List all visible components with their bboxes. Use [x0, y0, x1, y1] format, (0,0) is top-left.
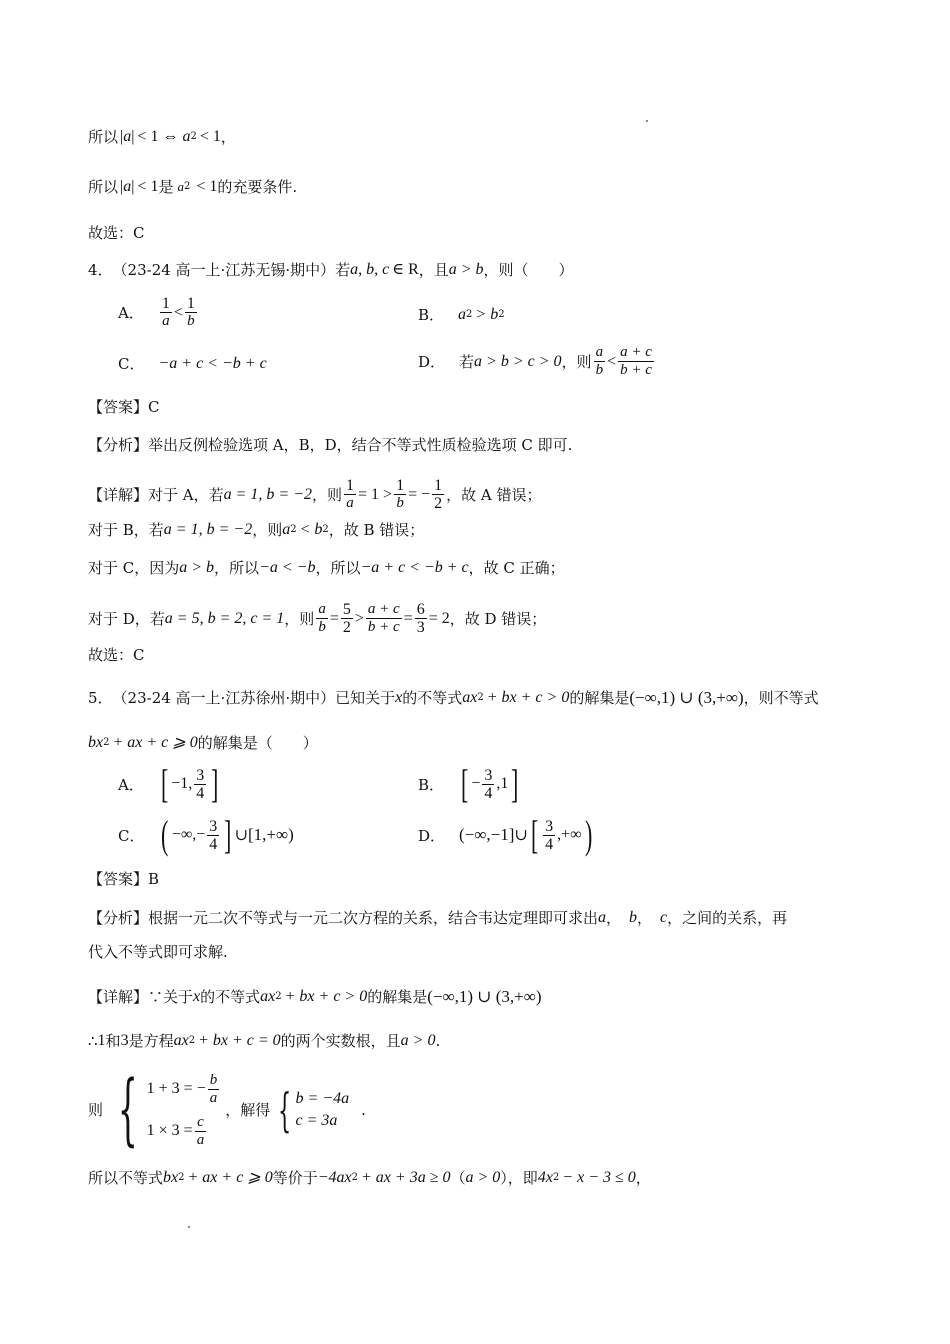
text: .: [361, 1101, 366, 1119]
math: a: [177, 179, 184, 194]
math: a, b, c: [350, 261, 390, 278]
option-label: A．: [118, 775, 144, 794]
text: （23-24 高一上·江苏无锡·期中）若: [112, 261, 351, 279]
option-label: A．: [118, 304, 144, 322]
math: 1 × 3 =: [146, 1122, 193, 1139]
bracket: ]: [511, 761, 519, 806]
conclusion-line-2: 所以 | a | < 1 是 a 2 < 1 的充要条件.: [88, 178, 298, 196]
bracket: ]: [224, 812, 232, 857]
text: 的两个实数根，且: [280, 1032, 401, 1050]
math: b = −4a: [295, 1090, 350, 1107]
math: a: [123, 178, 132, 195]
fraction: $\frac{3}{4}$: [545, 817, 554, 853]
math: −1,: [171, 775, 193, 792]
text: ，: [637, 909, 653, 927]
text: ，: [635, 1169, 651, 1187]
conclusion-line-1: 所以 | a | < 1 ⇔ a 2 < 1 ，: [88, 128, 236, 146]
math: =: [403, 609, 413, 627]
text: 的解集是: [569, 689, 630, 707]
text: ∴: [88, 1032, 98, 1050]
option-label: B．: [418, 775, 445, 794]
text: ，故 C 正确；: [468, 559, 565, 577]
text: （23-24 高一上·江苏徐州·期中）已知关于: [112, 689, 396, 707]
math: bx: [88, 734, 104, 751]
math: + bx + c > 0: [486, 689, 570, 706]
fraction: $\frac{a + c}{b + c}$: [620, 344, 652, 378]
q5-detail-1: 【详解】∵关于 x 的不等式 ax 2 + bx + c > 0 的解集是 (−∞,1) ∪ (3,+∞): [88, 987, 542, 1006]
q5-option-a[interactable]: [118, 761, 222, 806]
q5-equation-system: [88, 1066, 366, 1154]
text: 【分析】根据一元二次不等式与一元二次方程的关系，结合韦达定理即可求出: [88, 909, 599, 927]
bracket: [: [461, 761, 469, 806]
q4-analysis: 【分析】举出反例检验选项 A，B，D，结合不等式性质检验选项 C 即可.: [88, 436, 573, 454]
math: < 1: [137, 178, 159, 195]
math: [1,+∞): [248, 825, 294, 844]
text: ，所以: [214, 559, 260, 577]
math: < 1: [199, 128, 221, 145]
question-number: 5．: [88, 689, 113, 707]
math: c: [660, 909, 668, 926]
text: 对于 D，若: [88, 609, 165, 628]
text: ，故 D 错误；: [449, 609, 547, 628]
fraction: $\frac{1}{a}$: [161, 295, 170, 329]
math: + bx + c > 0: [284, 988, 368, 1005]
math: b: [629, 909, 638, 926]
q4-option-a[interactable]: [118, 295, 199, 330]
fraction: $\frac{1}{b}$: [396, 477, 405, 511]
text: ，之间的关系，再: [667, 909, 788, 927]
text: 是方程: [128, 1032, 174, 1050]
text: ，则: [561, 353, 592, 371]
math: a = 1, b = −2: [163, 521, 253, 538]
q5-option-c[interactable]: [118, 812, 294, 857]
fraction: $\frac{3}{4}$: [196, 766, 205, 802]
math: + ax + c ⩾ 0: [187, 1169, 273, 1186]
math: (−∞,1) ∪ (3,+∞): [427, 987, 542, 1006]
system-right: [270, 1083, 350, 1137]
fraction: $\frac{5}{2}$: [342, 601, 351, 636]
speck: [646, 120, 648, 122]
math: <: [173, 303, 183, 321]
fraction: $\frac{3}{4}$: [484, 766, 493, 802]
q5-detail-last: 所以不等式 bx 2 + ax + c ⩾ 0 等价于 −4ax 2 + ax + 3a ≥ 0 （ a > 0 ），即 4x 2 − x − 3 ≤ 0 ，: [88, 1169, 651, 1187]
text: （: [450, 1169, 466, 1187]
math: ∪: [514, 827, 528, 844]
text: ，: [220, 128, 236, 146]
math: ∈ R: [392, 261, 419, 278]
q4-detail-b: 对于 B，若 a = 1, b = −2 ，则 a 2 < b 2 ，故 B 错误；: [88, 521, 425, 539]
option-label: C．: [118, 826, 145, 845]
text: 所以: [88, 128, 119, 146]
q5-answer: 【答案】B: [88, 870, 160, 888]
math: (−∞,1) ∪ (3,+∞): [629, 688, 744, 707]
math: −a < −b: [259, 559, 316, 576]
math: −: [471, 775, 481, 792]
text: .: [435, 1032, 441, 1050]
math: + ax + 3a ≥ 0: [361, 1169, 451, 1186]
text: 的不等式: [402, 689, 463, 707]
math: a > 0: [400, 1032, 436, 1049]
text: 所以: [88, 178, 119, 196]
text: 和: [105, 1032, 121, 1050]
math: > b: [475, 305, 499, 323]
text: 所以不等式: [88, 1169, 164, 1187]
math: = −: [408, 485, 431, 503]
text: ，则不等式: [743, 689, 819, 707]
q4-option-c[interactable]: [118, 353, 267, 374]
math: a > b > c > 0: [474, 352, 562, 370]
text: 则: [88, 1101, 104, 1119]
fraction: $\frac{a + c}{b + c}$: [367, 601, 400, 635]
math: ax: [173, 1032, 189, 1049]
text: 【详解】对于 A，若: [88, 485, 224, 504]
q5-analysis-line-1: [88, 908, 787, 928]
math: a = 5, b = 2, c = 1: [164, 609, 285, 627]
system-left: [103, 1065, 221, 1155]
math: ,+∞: [557, 826, 582, 843]
text: 对于 C，因为: [88, 559, 180, 577]
bracket: ]: [211, 761, 219, 806]
option-label: D．: [418, 826, 446, 845]
math: a > b: [179, 559, 215, 576]
q5-stem: 5． （23-24 高一上·江苏徐州·期中）已知关于 x 的不等式 ax 2 + bx + c > 0 的解集是 (−∞,1) ∪ (3,+∞) ，则不等式: [88, 688, 819, 707]
math: < 1: [196, 178, 218, 195]
math: a: [282, 521, 291, 538]
math: −a + c < −b + c: [360, 559, 469, 576]
math: a: [123, 128, 132, 145]
math: < b: [299, 521, 323, 538]
text: ），即: [500, 1169, 538, 1187]
math: ,1: [496, 775, 509, 792]
math: + bx + c = 0: [198, 1032, 281, 1049]
fraction: $\frac{c}{a}$: [196, 1113, 205, 1148]
option-label: D．: [418, 353, 446, 371]
fraction: $\frac{3}{4}$: [209, 817, 218, 853]
q4-answer: 【答案】C: [88, 398, 160, 416]
text: 的充要条件.: [217, 178, 298, 196]
math: a: [182, 128, 191, 145]
choice-line: 故选：C: [88, 224, 145, 242]
math: ax: [462, 689, 478, 706]
math: =: [329, 609, 339, 627]
fraction: $\frac{b}{a}$: [209, 1071, 218, 1106]
text: 的不等式: [200, 988, 261, 1006]
math: x: [193, 988, 201, 1005]
math: c = 3a: [295, 1112, 338, 1129]
bracket: ): [584, 812, 592, 857]
fraction: $\frac{a}{b}$: [595, 344, 604, 378]
text: ，且: [418, 261, 449, 279]
text: ，解得: [225, 1101, 271, 1119]
text: ，则: [284, 609, 315, 628]
text: ，故 A 错误；: [446, 485, 542, 504]
math: −∞,−: [171, 826, 206, 843]
q4-detail-d: [88, 601, 546, 636]
q4-option-b[interactable]: B． a 2 > b 2: [418, 305, 505, 324]
q5-analysis-line-2: 代入不等式即可求解.: [88, 943, 228, 961]
math: < 1 ⇔: [137, 128, 179, 145]
option-label: C．: [118, 355, 145, 373]
q5-option-b[interactable]: [418, 761, 522, 806]
math: = 1 >: [358, 485, 393, 503]
q4-detail-a: [88, 477, 541, 512]
q5-detail-2: ∴ 1 和 3 是方程 ax 2 + bx + c = 0 的两个实数根，且 a > 0 .: [88, 1032, 441, 1050]
math: (−∞,−1]: [459, 825, 515, 844]
text: 是: [158, 178, 174, 196]
text: ，: [606, 909, 622, 927]
math: x: [395, 689, 403, 706]
fraction: $\frac{1}{b}$: [186, 295, 195, 329]
math: ax: [260, 988, 276, 1005]
text: 的解集是: [367, 988, 428, 1006]
fraction: $\frac{1}{2}$: [434, 477, 443, 512]
q4-choice: 故选：C: [88, 646, 145, 664]
math: = 2: [428, 609, 450, 627]
math: a > b: [448, 261, 484, 278]
question-number: 4．: [88, 261, 113, 279]
math: 1: [97, 1032, 106, 1049]
text: 【详解】∵关于: [88, 988, 194, 1006]
brace: {: [278, 1083, 292, 1137]
q5-stem-line-2: bx 2 + ax + c ⩾ 0 的解集是（ ）: [88, 734, 318, 752]
text: 的解集是（ ）: [197, 734, 318, 752]
speck: [188, 1226, 190, 1228]
math: + ax + c ⩾ 0: [112, 734, 198, 751]
text: ，则: [252, 521, 283, 539]
math: −a + c < −b + c: [158, 354, 267, 372]
math: ∪: [234, 827, 248, 844]
math: <: [607, 352, 617, 370]
math: − x − 3 ≤ 0: [562, 1169, 636, 1186]
q5-option-d[interactable]: [418, 812, 595, 857]
bracket: [: [160, 761, 169, 806]
math: a = 1, b = −2: [223, 485, 312, 503]
math: −4ax: [317, 1169, 352, 1186]
fraction: $\frac{a}{b}$: [318, 601, 326, 635]
math: 1 + 3 = −: [146, 1080, 206, 1097]
bracket: [: [530, 812, 539, 857]
fraction: $\frac{6}{3}$: [416, 601, 425, 636]
option-label: B．: [418, 306, 445, 324]
text: 若: [459, 353, 475, 371]
math: a: [458, 305, 467, 323]
math: 3: [120, 1032, 129, 1049]
math: a: [598, 909, 607, 926]
bracket: (: [161, 812, 169, 857]
text: 等价于: [272, 1169, 318, 1187]
text: ，则: [312, 485, 343, 504]
q4-stem: [88, 260, 574, 280]
math: a > 0: [465, 1169, 501, 1186]
math: >: [354, 609, 364, 627]
q4-detail-c: [88, 558, 565, 578]
q4-option-d[interactable]: [418, 344, 656, 379]
text: ，则（ ）: [483, 261, 574, 279]
text: ，所以: [315, 559, 361, 577]
brace: {: [117, 1065, 138, 1155]
text: 对于 B，若: [88, 521, 164, 539]
math: 4x: [537, 1169, 553, 1186]
text: ，故 B 错误；: [328, 521, 425, 539]
fraction: $\frac{1}{a}$: [346, 477, 355, 511]
math: bx: [163, 1169, 179, 1186]
